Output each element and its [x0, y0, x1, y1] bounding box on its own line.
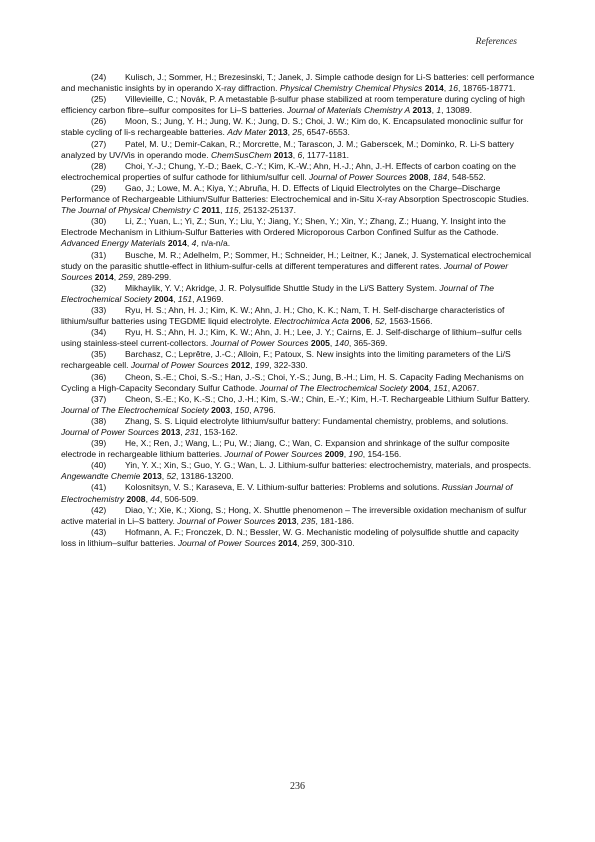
reference-entry: (39) He, X.; Ren, J.; Wang, L.; Pu, W.; Jiang, C.; Wan, C. Expansion and shrinkage of the sulfur composite electrode in rechargeable lithium batteries. Journal of Power Sources 2009, 190, 154-156. [61, 438, 510, 460]
reference-title: Lithium-sulfur batteries: Problems and solutions. [256, 482, 440, 493]
reference-volume: 52 [166, 471, 177, 482]
reference-volume: 25 [292, 127, 302, 138]
reference-volume: 6 [297, 149, 303, 160]
reference-authors: Kulisch, J.; Sommer, H.; Brezesinski, T.; Janek, J. [125, 72, 313, 82]
reference-number: (39) [91, 438, 107, 449]
reference-title: Self-discharge characteristics of lithium/sulfur batteries using TEGDME liquid electrolyte. [61, 304, 505, 327]
reference-volume: 4 [191, 238, 197, 249]
reference-pages: A1969. [196, 293, 224, 304]
reference-pages: 322-330. [273, 360, 308, 371]
reference-volume: 199 [254, 360, 270, 371]
reference-entry: (42) Diao, Y.; Xie, K.; Xiong, S.; Hong, X. Shuttle phenomenon – The irreversible oxidation mechanism of sulfur active material in Li–S battery. Journal of Power Sources 2013, 235, 181-186. [61, 504, 527, 526]
reference-pages: 300-310. [320, 537, 355, 548]
reference-pages: 289-299. [137, 271, 172, 282]
reference-title: Lithium-sulfur batteries: electrochemistry, materials, and prospects. [278, 460, 532, 471]
reference-journal: Journal of Power Sources [224, 449, 323, 460]
reference-authors: Diao, Y.; Xie, K.; Xiong, S.; Hong, X. [125, 504, 262, 515]
reference-year: 2006 [351, 316, 371, 327]
reference-title: Expansion and shrinkage of the sulfur composite electrode in rechargeable lithium batteries. [61, 438, 510, 460]
reference-volume: 16 [448, 83, 458, 94]
reference-number: (42) [91, 504, 107, 515]
reference-volume: 151 [433, 382, 448, 393]
reference-year: 2005 [310, 338, 330, 349]
reference-year: 2003 [211, 404, 231, 415]
reference-entry: (37) Cheon, S.-E.; Ko, K.-S.; Cho, J.-H.; Kim, S.-W.; Chin, E.-Y.; Kim, H.-T. Rechargeable Lithium Sulfur Battery. Journal of The Electrochemical Society 2003, 150, A796. [61, 393, 530, 415]
reference-volume: 259 [301, 537, 317, 548]
reference-year: 2004 [409, 382, 429, 393]
reference-volume: 151 [177, 293, 193, 304]
reference-number: (28) [91, 160, 107, 171]
reference-entry: (41) Kolosnitsyn, V. S.; Karaseva, E. V. Lithium-sulfur batteries: Problems and solutions. Russian Journal of Electrochemistry 2008, 44, 506-509. [61, 482, 513, 504]
reference-pages: A2067. [452, 382, 480, 393]
reference-year: 2011 [201, 205, 221, 216]
reference-volume: 44 [150, 493, 160, 504]
reference-journal: Journal of Power Sources [308, 171, 407, 182]
reference-entry: (32) Mikhaylik, Y. V.; Akridge, J. R. Polysulfide Shuttle Study in the Li/S Battery System. Journal of The Electrochemical Society 2004, 151, A1969. [61, 282, 494, 304]
reference-number: (37) [91, 393, 107, 404]
reference-title: Capacity Fading Mechanisms on Cycling a High-Capacity Secondary Sulfur Cathode. [61, 371, 524, 393]
reference-year: 2013 [412, 105, 432, 116]
reference-title: Systematical electrochemical study on the parasitic shuttle-effect in lithium-sulfur-cells at different temperatures and different rates. [61, 249, 531, 271]
reference-entry: (43) Hofmann, A. F.; Fronczek, D. N.; Bessler, W. G. Mechanistic modeling of polysulfide shuttle and capacity loss in lithium–sulfur batteries. Journal of Power Sources 2014, 259, 300-310. [61, 526, 519, 548]
reference-volume: 184 [432, 171, 448, 182]
reference-year: 2014 [424, 83, 444, 94]
reference-title: Polysulfide Shuttle Study in the Li/S Battery System. [239, 282, 437, 293]
reference-number: (36) [91, 371, 107, 382]
reference-entry: (38) Zhang, S. S. Liquid electrolyte lithium/sulfur battery: Fundamental chemistry, problems, and solutions. Journal of Power Sources 2013, 231, 153-162. [61, 415, 509, 437]
reference-year: 2012 [231, 360, 251, 371]
reference-entry: (25) Villevieille, C.; Novák, P. A metastable β-sulfur phase stabilized at room temperature during cycling of high efficiency carbon fibre–sulfur composites for Li–S batteries. Journal of Materials Chemistry A 2013, 1, 13089. [61, 94, 525, 116]
reference-entry: (35) Barchasz, C.; Leprêtre, J.-C.; Alloin, F.; Patoux, S. New insights into the limiting parameters of the Li/S rechargeable cell. Journal of Power Sources 2012, 199, 322-330. [61, 349, 511, 371]
reference-pages: 1177-1181. [306, 149, 349, 160]
reference-title: Mechanistic modeling of polysulfide shuttle and capacity loss in lithium–sulfur batteries. [61, 526, 519, 548]
reference-number: (35) [91, 349, 107, 360]
reference-title: Self-discharge of lithium–sulfur cells using stainless-steel current-collectors. [61, 327, 522, 349]
reference-number: (41) [91, 482, 107, 493]
reference-number: (31) [91, 249, 107, 260]
reference-entry: (30) Li, Z.; Yuan, L.; Yi, Z.; Sun, Y.; Liu, Y.; Jiang, Y.; Shen, Y.; Xin, Y.; Zhang, Z.; Huang, Y. Insight into the Electrode Mechanism in Lithium-Sulfur Batteries with Ordered Microporous Carbon Confined Sulfur as the Cathode. Advanced Energy Materials 2014, 4, n/a-n/a. [61, 216, 506, 249]
reference-number: (43) [91, 526, 107, 537]
reference-year: 2014 [94, 271, 114, 282]
reference-title: Insight into the Electrode Mechanism in Lithium-Sulfur Batteries with Ordered Microporous Carbon Confined Sulfur as the Cathode. [61, 216, 506, 238]
reference-journal: Journal of Power Sources [61, 260, 509, 282]
reference-volume: 231 [185, 427, 200, 437]
reference-pages: n/a-n/a. [201, 238, 231, 249]
reference-journal: Journal of Power Sources [177, 537, 276, 548]
reference-volume: 190 [348, 449, 363, 460]
reference-title: A metastable β-sulfur phase stabilized at room temperature during cycling of high efficiency carbon fibre–sulfur composites for Li–S batteries. [61, 94, 525, 116]
reference-authors: Kolosnitsyn, V. S.; Karaseva, E. V. [125, 482, 255, 493]
reference-year: 2013 [142, 471, 162, 482]
running-header: References [475, 37, 517, 47]
reference-title: Shuttle phenomenon – The irreversible oxidation mechanism of sulfur active material in Li–S battery. [61, 504, 527, 526]
page-number: 236 [290, 781, 305, 792]
reference-journal: Angewandte Chemie [61, 471, 141, 482]
reference-authors: Ryu, H. S.; Ahn, H. J.; Kim, K. W.; Ahn, J. H.; Lee, J. Y.; Cairns, E. J. [125, 327, 384, 338]
reference-pages: A796. [253, 404, 276, 415]
reference-number: (32) [91, 282, 107, 293]
reference-number: (34) [91, 327, 107, 338]
reference-year: 2013 [273, 149, 293, 160]
reference-year: 2008 [126, 493, 146, 504]
reference-journal: Journal of The Electrochemical Society [61, 404, 209, 415]
reference-authors: Gao, J.; Lowe, M. A.; Kiya, Y.; Abruña, H. D. [125, 182, 291, 193]
reference-pages: 18765-18771. [462, 83, 516, 94]
reference-entry: (26) Moon, S.; Jung, Y. H.; Jung, W. K.; Jung, D. S.; Choi, J. W.; Kim do, K. Encapsulated monoclinic sulfur for stable cycling of li-s rechargeable batteries. Adv Mater 2013, 25, 6547-6553. [61, 116, 524, 138]
reference-pages: 25132-25137. [243, 205, 297, 216]
reference-journal: Journal of Materials Chemistry A [286, 105, 411, 116]
reference-title: Effects of Liquid Electrolytes on the Charge–Discharge Performance of Rechargeable Lithium/Sulfur Batteries: Electrochemical and in-Situ X-ray Absorption Spectroscopic Studies. [61, 182, 529, 205]
reference-number: (38) [91, 415, 107, 426]
reference-authors: Busche, M. R.; Adelhelm, P.; Sommer, H.; Schneider, H.; Leitner, K.; Janek, J. [125, 249, 419, 260]
reference-journal: Journal of The Electrochemical Society [259, 382, 408, 393]
reference-number: (27) [91, 138, 107, 149]
reference-authors: Li, Z.; Yuan, L.; Yi, Z.; Sun, Y.; Liu, Y.; Jiang, Y.; Shen, Y.; Xin, Y.; Zhang, Z.; Huang, Y. [125, 216, 448, 227]
reference-year: 2013 [277, 515, 297, 526]
reference-authors: Barchasz, C.; Leprêtre, J.-C.; Alloin, F.; Patoux, S. [125, 349, 315, 360]
reference-pages: 365-369. [353, 338, 388, 349]
reference-number: (26) [91, 116, 107, 127]
reference-number: (24) [91, 72, 107, 82]
reference-journal: Journal of Power Sources [210, 338, 309, 349]
reference-title: Li-S battery analyzed by UV/Vis in operando mode. [61, 138, 514, 160]
reference-year: 2013 [161, 427, 181, 437]
reference-authors: Villevieille, C.; Novák, P. [125, 94, 217, 105]
reference-journal: Journal of Power Sources [61, 427, 159, 437]
reference-volume: 259 [118, 271, 133, 282]
reference-journal: Journal of The Electrochemical Society [61, 282, 494, 304]
reference-authors: Zhang, S. S. [125, 415, 173, 426]
reference-entry: (29) Gao, J.; Lowe, M. A.; Kiya, Y.; Abruña, H. D. Effects of Liquid Electrolytes on the Charge–Discharge Performance of Rechargeable Lithium/Sulfur Batteries: Electrochemical and in-Situ X-ray Absorption Spectroscopic Studies. The Journal of Physical Chemistry C 2011, 115, 25132-25137. [61, 182, 529, 216]
reference-authors: Choi, Y.-J.; Chung, Y.-D.; Baek, C.-Y.; Kim, K.-W.; Ahn, H.-J.; Ahn, J.-H. [125, 160, 394, 171]
reference-title: Encapsulated monoclinic sulfur for stable cycling of li-s rechargeable batteries. [61, 116, 524, 138]
reference-journal: Physical Chemistry Chemical Physics [279, 83, 423, 94]
reference-pages: 13186-13200. [180, 471, 234, 482]
reference-authors: Patel, M. U.; Demir-Cakan, R.; Morcrette, M.; Tarascon, J. M.; Gaberscek, M.; Dominko, R. [125, 138, 468, 149]
reference-authors: Hofmann, A. F.; Fronczek, D. N.; Bessler, W. G. [125, 526, 305, 537]
reference-journal: The Journal of Physical Chemistry C [61, 205, 200, 216]
reference-pages: 153-162. [204, 427, 238, 437]
reference-number: (29) [91, 182, 107, 193]
reference-year: 2008 [409, 171, 429, 182]
reference-title: Rechargeable Lithium Sulfur Battery. [390, 393, 530, 404]
reference-journal: Journal of Power Sources [130, 360, 229, 371]
reference-authors: Mikhaylik, Y. V.; Akridge, J. R. [125, 282, 237, 293]
reference-authors: Cheon, S.-E.; Choi, S.-S.; Han, J.-S.; Choi, Y.-S.; Jung, B.-H.; Lim, H. S. [125, 371, 398, 382]
reference-authors: Cheon, S.-E.; Ko, K.-S.; Cho, J.-H.; Kim, S.-W.; Chin, E.-Y.; Kim, H.-T. [125, 393, 389, 404]
reference-year: 2004 [154, 293, 174, 304]
reference-volume: 235 [301, 515, 316, 526]
reference-journal: Advanced Energy Materials [61, 238, 166, 249]
reference-volume: 140 [334, 338, 349, 349]
reference-journal: ChemSusChem [210, 149, 272, 160]
reference-authors: Yin, Y. X.; Xin, S.; Guo, Y. G.; Wan, L. J. [125, 460, 276, 471]
reference-list [61, 72, 535, 549]
reference-journal: Russian Journal of Electrochemistry [61, 482, 513, 504]
reference-authors: Moon, S.; Jung, Y. H.; Jung, W. K.; Jung, D. S.; Choi, J. W.; Kim do, K. [125, 116, 391, 127]
reference-number: (25) [91, 94, 107, 105]
reference-year: 2014 [167, 238, 187, 249]
reference-entry: (33) Ryu, H. S.; Ahn, H. J.; Kim, K. W.; Ahn, J. H.; Cho, K. K.; Nam, T. H. Self-discharge characteristics of lithium/sulfur batteries using TEGDME liquid electrolyte. Electrochimica Acta 2006, 52, 1563-1566. [61, 304, 505, 327]
reference-journal: Electrochimica Acta [274, 316, 349, 327]
reference-authors: He, X.; Ren, J.; Wang, L.; Pu, W.; Jiang, C.; Wan, C. [125, 438, 323, 449]
reference-entry: (24) Kulisch, J.; Sommer, H.; Brezesinski, T.; Janek, J. Simple cathode design for Li-S batteries: cell performance and mechanistic insights by in operando X-ray diffraction. Physical Chemistry Chemical Physics 2014, 16, 18765-18771. [61, 72, 535, 94]
reference-pages: 181-186. [320, 515, 355, 526]
reference-pages: 6547-6553. [306, 127, 350, 138]
reference-title: Simple cathode design for Li-S batteries: cell performance and mechanistic insights by in operando X-ray diffraction. [61, 72, 535, 94]
reference-pages: 548-552. [452, 171, 486, 182]
reference-year: 2009 [324, 449, 344, 460]
reference-volume: 115 [224, 205, 239, 216]
reference-volume: 52 [375, 316, 385, 327]
reference-journal: Adv Mater [227, 127, 267, 138]
reference-entry: (31) Busche, M. R.; Adelhelm, P.; Sommer, H.; Schneider, H.; Leitner, K.; Janek, J. Systematical electrochemical study on the parasitic shuttle-effect in lithium-sulfur-cells at different temperatures and different rates. Journal of Power Sources 2014, 259, 289-299. [61, 249, 531, 282]
reference-authors: Ryu, H. S.; Ahn, H. J.; Kim, K. W.; Ahn, J. H.; Cho, K. K.; Nam, T. H. [125, 304, 381, 315]
reference-entry: (34) Ryu, H. S.; Ahn, H. J.; Kim, K. W.; Ahn, J. H.; Lee, J. Y.; Cairns, E. J. Self-discharge of lithium–sulfur cells using stainless-steel current-collectors. Journal of Power Sources 2005, 140, 365-369. [61, 327, 522, 349]
reference-pages: 154-156. [367, 449, 402, 460]
reference-journal: Journal of Power Sources [177, 515, 276, 526]
reference-pages: 506-509. [164, 493, 199, 504]
reference-number: (40) [91, 460, 107, 471]
reference-title: Effects of carbon coating on the electrochemical properties of sulfur cathode for lithium/sulfur cell. [61, 160, 516, 182]
reference-year: 2013 [268, 127, 288, 138]
reference-title: New insights into the limiting parameters of the Li/S rechargeable cell. [61, 349, 511, 371]
reference-pages: 13089. [445, 105, 472, 116]
reference-volume: 150 [234, 404, 250, 415]
reference-entry: (28) Choi, Y.-J.; Chung, Y.-D.; Baek, C.-Y.; Kim, K.-W.; Ahn, H.-J.; Ahn, J.-H. Effects of carbon coating on the electrochemical properties of sulfur cathode for lithium/sulfur cell. Journal of Power Sources 2008, 184, 548-552. [61, 160, 516, 182]
reference-number: (30) [91, 216, 107, 227]
reference-volume: 1 [436, 105, 442, 116]
reference-number: (33) [91, 304, 107, 315]
reference-pages: 1563-1566. [389, 316, 433, 327]
reference-entry: (40) Yin, Y. X.; Xin, S.; Guo, Y. G.; Wan, L. J. Lithium-sulfur batteries: electrochemistry, materials, and prospects. Angewandte Chemie 2013, 52, 13186-13200. [61, 460, 532, 482]
reference-entry: (36) Cheon, S.-E.; Choi, S.-S.; Han, J.-S.; Choi, Y.-S.; Jung, B.-H.; Lim, H. S. Capacity Fading Mechanisms on Cycling a High-Capacity Secondary Sulfur Cathode. Journal of The Electrochemical Society 2004, 151, A2067. [61, 371, 524, 393]
reference-entry: (27) Patel, M. U.; Demir-Cakan, R.; Morcrette, M.; Tarascon, J. M.; Gaberscek, M.; Dominko, R. Li-S battery analyzed by UV/Vis in operando mode. ChemSusChem 2013, 6, 1177-1181. [61, 138, 514, 160]
reference-year: 2014 [278, 537, 298, 548]
reference-title: Liquid electrolyte lithium/sulfur battery: Fundamental chemistry, problems, and solutions. [174, 415, 509, 426]
